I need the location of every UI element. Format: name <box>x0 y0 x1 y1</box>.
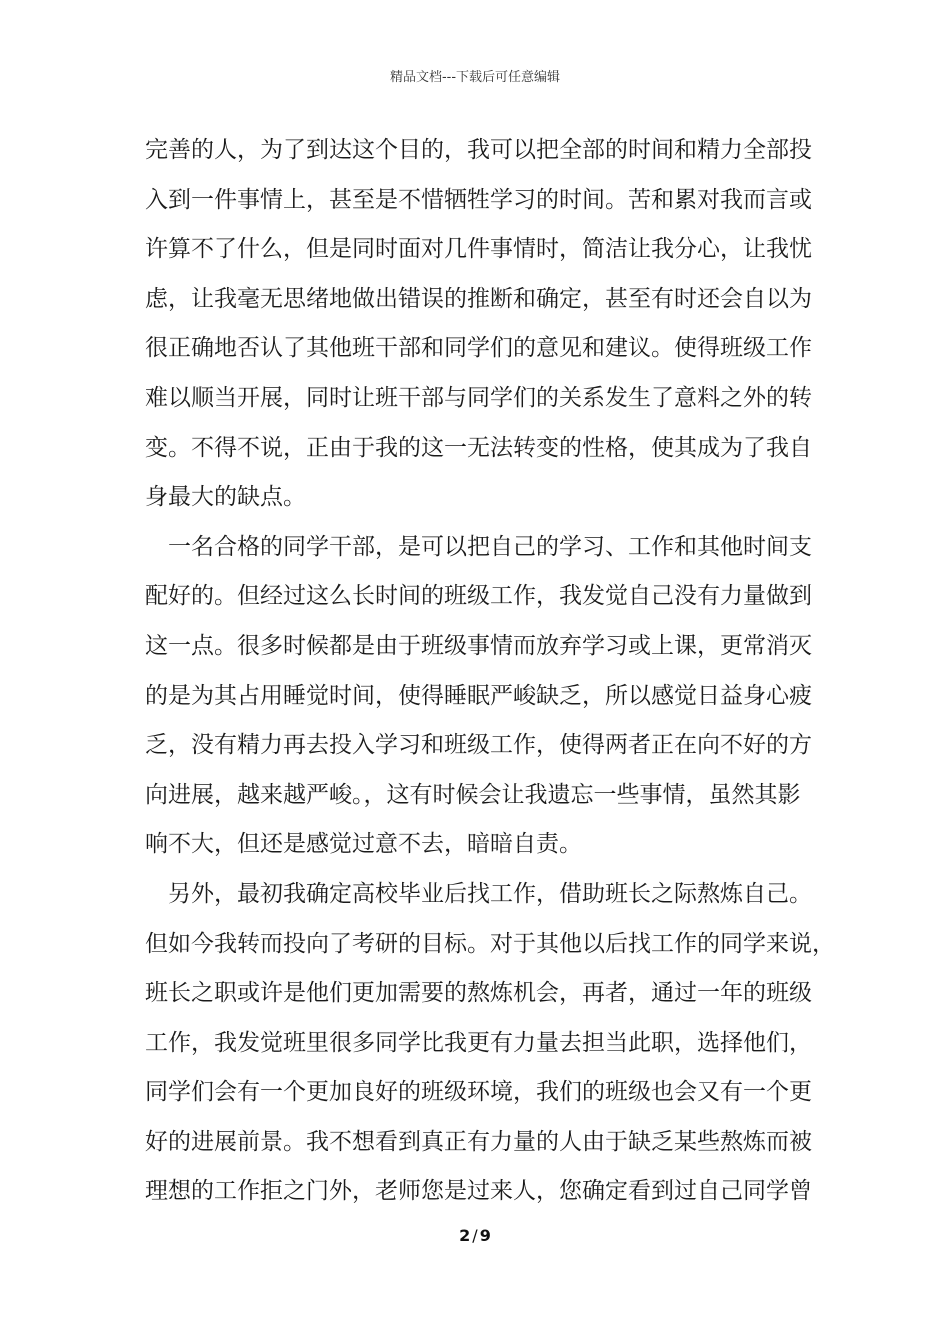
text-line: 许算不了什么，但是同时面对几件事情时，简洁让我分心，让我忧 <box>145 236 812 263</box>
page-separator: / <box>472 1226 478 1245</box>
text-line: 乏，没有精力再去投入学习和班级工作，使得两者正在向不好的方 <box>145 732 812 759</box>
text-line: 变。不得不说，正由于我的这一无法转变的性格，使其成为了我自 <box>145 434 812 461</box>
text-line: 虑，让我毫无思绪地做出错误的推断和确定，甚至有时还会自以为 <box>145 285 812 312</box>
text-line: 同学们会有一个更加良好的班级环境，我们的班级也会又有一个更 <box>145 1079 812 1106</box>
page-header: 精品文档---下载后可任意编辑 <box>389 70 561 85</box>
text-line: 但如今我转而投向了考研的目标。对于其他以后找工作的同学来说， <box>145 930 835 957</box>
total-pages: 9 <box>479 1226 491 1245</box>
text-line: 工作，我发觉班里很多同学比我更有力量去担当此职，选择他们， <box>145 1029 812 1056</box>
text-line: 的是为其占用睡觉时间，使得睡眠严峻缺乏，所以感觉日益身心疲 <box>145 682 812 709</box>
text-line: 配好的。但经过这么长时间的班级工作，我发觉自己没有力量做到 <box>145 583 812 610</box>
text-line: 向进展，越来越严峻。，这有时候会让我遗忘一些事情，虽然其影 <box>145 781 801 808</box>
page-number <box>0 1226 950 1245</box>
text-line: 班长之职或许是他们更加需要的熬炼机会，再者，通过一年的班级 <box>145 980 812 1007</box>
text-line: 完善的人，为了到达这个目的，我可以把全部的时间和精力全部投 <box>145 137 812 163</box>
text-line: 身最大的缺点。 <box>145 484 306 511</box>
document-body <box>145 126 835 1217</box>
paragraph-start-line: 另外，最初我确定高校毕业后找工作，借助班长之际熬炼自己。 <box>168 880 812 907</box>
text-line: 入到一件事情上，甚至是不惜牺牲学习的时间。苦和累对我而言或 <box>145 186 812 213</box>
text-line: 好的进展前景。我不想看到真正有力量的人由于缺乏某些熬炼而被 <box>145 1128 812 1155</box>
text-line: 理想的工作拒之门外，老师您是过来人，您确定看到过自己同学曾 <box>145 1178 812 1205</box>
current-page: 2 <box>459 1226 471 1245</box>
text-line: 响不大，但还是感觉过意不去，暗暗自责。 <box>145 831 582 858</box>
text-line: 这一点。很多时候都是由于班级事情而放弃学习或上课，更常消灭 <box>145 632 812 659</box>
text-line: 很正确地否认了其他班干部和同学们的意见和建议。使得班级工作 <box>145 335 812 362</box>
paragraph-start-line: 一名合格的同学干部，是可以把自己的学习、工作和其他时间支 <box>168 533 812 560</box>
text-line: 难以顺当开展，同时让班干部与同学们的关系发生了意料之外的转 <box>145 384 812 411</box>
